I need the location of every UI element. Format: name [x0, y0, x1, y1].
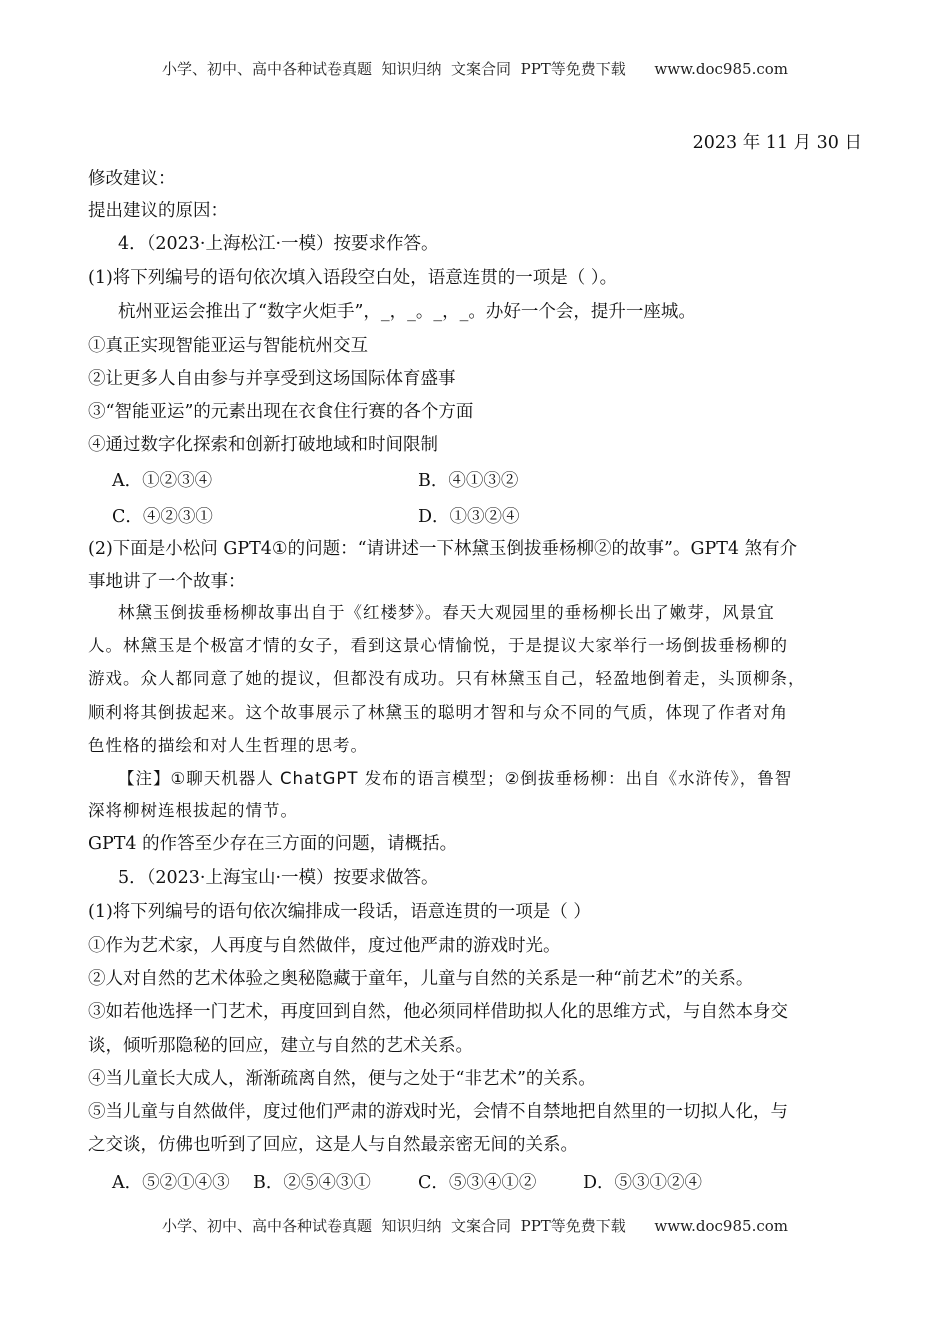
q5-part1-prompt: (1)将下列编号的语句依次编排成一段话，语意连贯的一项是（ ） — [88, 902, 591, 922]
suggestion-label: 修改建议： — [88, 169, 176, 189]
page-header: 小学、初中、高中各种试卷真题 知识归纳 文案合同 PPT等免费下载 www.doc985.com — [161, 60, 788, 78]
story-line-4: 顺利将其倒拔起来。这个故事展示了林黛玉的聪明才智和与众不同的气质，体现了作者对角 — [88, 703, 788, 722]
q5-title: 5．（2023·上海宝山·一模）按要求做答。 — [118, 868, 439, 888]
story-line-3: 游戏。众人都同意了她的提议，但都没有成功。只有林黛玉自己，轻盈地倒着走，头顶柳条， — [88, 669, 806, 688]
story-line-2: 人。林黛玉是个极富才情的女子，看到这景心情愉悦，于是提议大家举行一场倒拔垂杨柳的 — [88, 636, 788, 655]
q4-item-1: ①真正实现智能亚运与智能杭州交互 — [88, 336, 368, 356]
q4-option-c: C．④②③① — [112, 507, 213, 527]
q4-passage: 杭州亚运会推出了“数字火炬手”，_，_。_，_。办好一个会，提升一座城。 — [118, 302, 696, 322]
q5-option-c: C．⑤③④①② — [418, 1173, 537, 1193]
q4-part2-question: GPT4 的作答至少存在三方面的问题，请概括。 — [88, 834, 458, 854]
q5-option-a: A．⑤②①④③ — [112, 1173, 230, 1193]
q5-line-4: 谈，倾听那隐秘的回应，建立与自然的艺术关系。 — [88, 1036, 473, 1056]
q4-item-3: ③“智能亚运”的元素出现在衣食住行赛的各个方面 — [88, 402, 474, 422]
page-footer: 小学、初中、高中各种试卷真题 知识归纳 文案合同 PPT等免费下载 www.doc985.com — [161, 1217, 788, 1235]
q5-line-5: ④当儿童长大成人，渐渐疏离自然，便与之处于“非艺术”的关系。 — [88, 1069, 596, 1089]
note-line-2: 深将柳树连根拔起的情节。 — [88, 801, 298, 820]
story-line-1: 林黛玉倒拔垂杨柳故事出自于《红楼梦》。春天大观园里的垂杨柳长出了嫩芽，风景宜 — [118, 603, 775, 622]
q4-option-b: B．④①③② — [418, 471, 519, 491]
date: 2023 年 11 月 30 日 — [692, 133, 862, 153]
q5-line-2: ②人对自然的艺术体验之奥秘隐藏于童年，儿童与自然的关系是一种“前艺术”的关系。 — [88, 969, 754, 989]
q4-part2-line1: (2)下面是小松问 GPT4①的问题：“请讲述一下林黛玉倒拔垂杨柳②的故事”。GPT4 煞有介 — [88, 539, 798, 559]
q5-line-6: ⑤当儿童与自然做伴，度过他们严肃的游戏时光，会情不自禁地把自然里的一切拟人化，与 — [88, 1102, 788, 1122]
note-line-1: 【注】①聊天机器人 ChatGPT 发布的语言模型；②倒拔垂杨柳：出自《水浒传》，鲁智 — [118, 769, 793, 788]
q5-line-7: 之交谈，仿佛也听到了回应，这是人与自然最亲密无间的关系。 — [88, 1135, 578, 1155]
q4-item-2: ②让更多人自由参与并享受到这场国际体育盛事 — [88, 369, 456, 389]
q5-line-3: ③如若他选择一门艺术，再度回到自然，他必须同样借助拟人化的思维方式，与自然本身交 — [88, 1002, 788, 1022]
q5-option-d: D．⑤③①②④ — [583, 1173, 703, 1193]
reason-label: 提出建议的原因： — [88, 201, 228, 221]
q4-item-4: ④通过数字化探索和创新打破地域和时间限制 — [88, 435, 438, 455]
q4-part1-prompt: (1)将下列编号的语句依次填入语段空白处，语意连贯的一项是（ ）。 — [88, 268, 618, 288]
q4-option-a: A．①②③④ — [112, 471, 213, 491]
q5-option-b: B．②⑤④③① — [253, 1173, 371, 1193]
q4-option-d: D．①③②④ — [418, 507, 520, 527]
q4-title: 4．（2023·上海松江·一模）按要求作答。 — [118, 234, 439, 254]
q4-part2-line2: 事地讲了一个故事： — [88, 572, 246, 592]
q5-line-1: ①作为艺术家，人再度与自然做伴，度过他严肃的游戏时光。 — [88, 936, 561, 956]
story-line-5: 色性格的描绘和对人生哲理的思考。 — [88, 736, 368, 755]
